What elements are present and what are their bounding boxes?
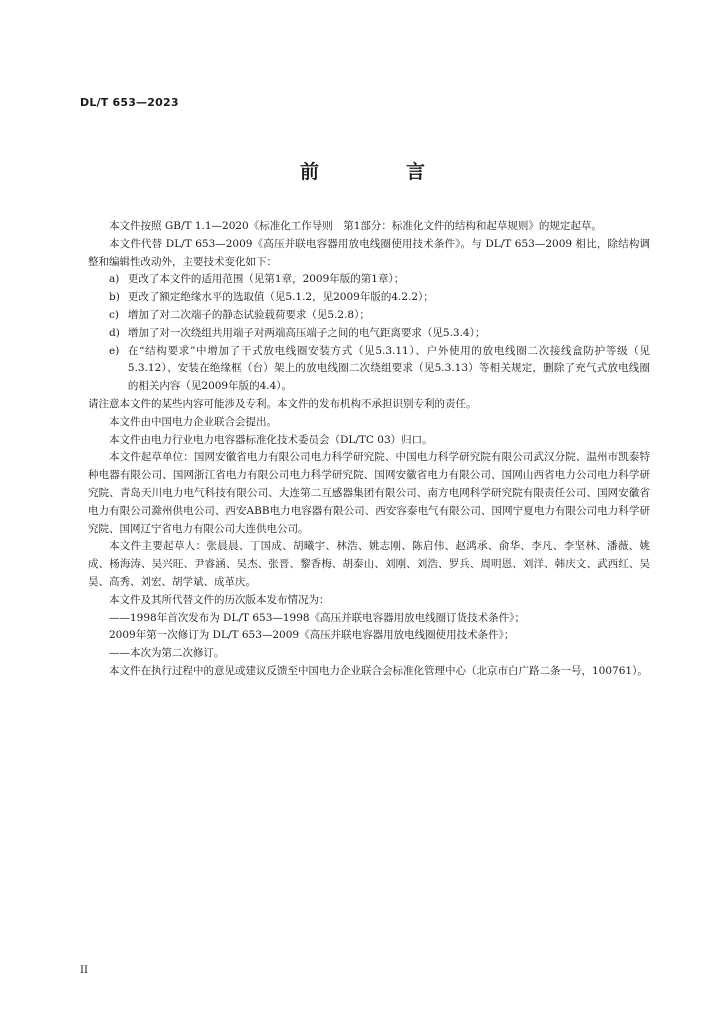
foreword-body	[88, 218, 650, 681]
page-title: 前 言	[299, 161, 459, 183]
change-item-text: 更改了额定绝缘水平的选取值（见5.1.2，见2009年版的4.2.2）；	[127, 291, 434, 304]
change-item-mark: c)	[109, 308, 119, 321]
paragraph-replacement: 本文件代替 DL/T 653—2009《高压并联电容器用放电线圈使用技术条件》。与 DL/T 653—2009 相比，除结构调整和编辑性改动外，主要技术变化如下：	[88, 237, 650, 268]
change-item-mark: b)	[109, 291, 120, 304]
history-item: ——1998年首次发布为 DL/T 653—1998《高压并联电容器用放电线圈订货技术条件》；	[109, 611, 525, 624]
paragraph-history-intro: 本文件及其所代替文件的历次版本发布情况为：	[109, 593, 330, 606]
change-item-text: 在“结构要求”中增加了干式放电线圈安装方式（见5.3.11）、户外使用的放电线圈二次接线盒防护等级（见5.3.12）、安装在绝缘框（台）架上的放电线圈二次绕组要求（见5.3.13）等相关规定，删除了充气式放电线圈的相关内容（见2009年版的4.4）。	[127, 344, 650, 393]
change-item-text: 增加了对一次绕组共用端子对两端高压端子之间的电气距离要求（见5.3.4）；	[127, 326, 486, 339]
change-item-text: 增加了对二次端子的静态试验载荷要求（见5.2.8）；	[127, 308, 370, 321]
history-item: 2009年第一次修订为 DL/T 653—2009《高压并联电容器用放电线圈使用技术条件》；	[109, 629, 515, 642]
change-item-mark: d)	[109, 326, 120, 339]
history-item: ——本次为第二次修订。	[109, 647, 225, 660]
standard-code: DL/T 653—2023	[80, 96, 179, 109]
change-item	[88, 307, 650, 325]
change-item	[88, 325, 650, 343]
paragraph-basis: 本文件按照 GB/T 1.1—2020《标准化工作导则 第1部分：标准化文件的结构和起草规则》的规定起草。	[109, 220, 602, 232]
paragraph-technical-committee: 本文件由电力行业电力电容器标准化技术委员会（DL/TC 03）归口。	[109, 433, 433, 446]
paragraph-drafting-units: 本文件起草单位：国网安徽省电力有限公司电力科学研究院、中国电力科学研究院有限公司武汉分院、温州市凯泰特种电器有限公司、国网浙江省电力有限公司电力科学研究院、国网安徽省电力有限公司、国网山西省电力公司电力科学研究院、青岛天川电力电气科技有限公司、大连第二互感器集团有限公司、南方电网科学研究院有限责任公司、国网安徽省电力有限公司滁州供电公司、西安ABB电力电容器有限公司、西安容泰电气有限公司、国网宁夏电力有限公司电力科学研究院、国网辽宁省电力有限公司大连供电公司。	[88, 451, 650, 535]
paragraph-proposer: 本文件由中国电力企业联合会提出。	[109, 415, 277, 428]
paragraph-feedback: 本文件在执行过程中的意见或建议反馈至中国电力企业联合会标准化管理中心（北京市白广路二条一号，100761）。	[109, 664, 648, 677]
paragraph-drafters: 本文件主要起草人：张晨晨、丁国成、胡曦宇、林浩、姚志刚、陈启伟、赵鸿承、俞华、李凡、李坚林、潘薇、姚成、杨海涛、吴兴旺、尹睿涵、吴杰、张晋、黎香梅、胡泰山、刘刚、刘浩、罗兵、周明恩、刘洋、韩庆文、武西红、吴昊、高秀、刘宏、胡学斌、成革庆。	[88, 540, 650, 588]
page-number: II	[80, 965, 88, 976]
change-item	[88, 271, 650, 289]
paragraph-patent-notice: 请注意本文件的某些内容可能涉及专利。本文件的发布机构不承担识别专利的责任。	[88, 397, 477, 410]
change-item-text: 更改了本文件的适用范围（见第1章，2009年版的第1章）；	[127, 273, 405, 286]
change-item	[88, 289, 650, 307]
change-item-mark: e)	[109, 344, 120, 357]
change-item	[88, 343, 650, 396]
change-item-mark: a)	[109, 273, 120, 286]
